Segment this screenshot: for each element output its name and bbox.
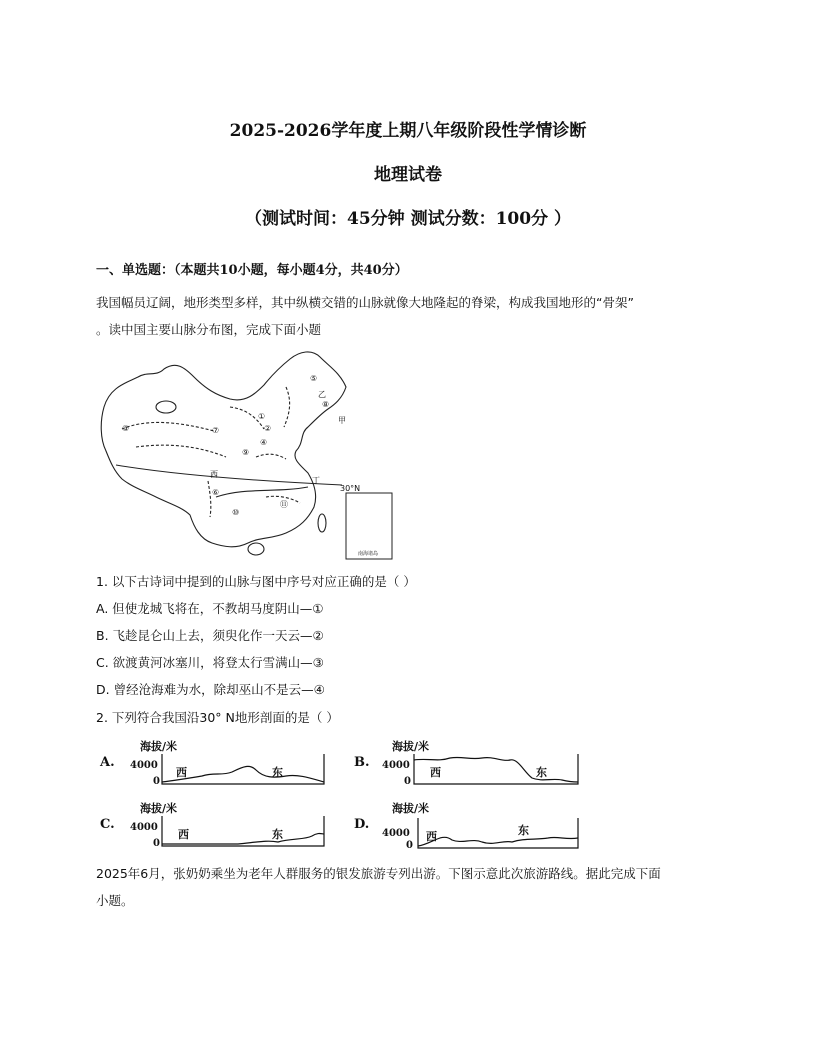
profile-c — [98, 800, 328, 854]
exam-title: 2025-2026学年度上期八年级阶段性学情诊断 — [229, 121, 587, 141]
profile-a-letter: A. — [100, 755, 115, 770]
question-1-option-b: B. 飞趁昆仑山上去，须臾化作一天云—② — [96, 628, 324, 643]
map-marker-2: ② — [264, 424, 272, 433]
map-marker-7: ⑦ — [212, 426, 220, 435]
exam-subject: 地理试卷 — [374, 165, 442, 185]
profile-d-value: 4000 — [382, 828, 410, 839]
map-inset-label: 南海诸岛 — [358, 551, 379, 557]
map-marker-6: ⑥ — [212, 488, 220, 497]
profile-d — [352, 800, 582, 854]
section-heading: 一、单选题：（本题共10小题，每小题4分，共40分） — [96, 263, 408, 278]
profile-d-west: 西 — [426, 830, 437, 843]
passage1-line2: 。读中国主要山脉分布图，完成下面小题 — [96, 322, 322, 337]
question-1-option-c: C. 欲渡黄河冰塞川，将登太行雪满山—③ — [96, 655, 324, 670]
profile-b-letter: B. — [354, 755, 370, 770]
passage2-line1: 2025年6月，张奶奶乘坐为老年人群服务的银发旅游专列出游。下图示意此次旅游路线。据此完成下面 — [96, 866, 661, 881]
question-1-stem: 1. 以下古诗词中提到的山脉与图中序号对应正确的是（ ） — [96, 574, 416, 589]
profile-d-letter: D. — [354, 817, 370, 832]
question-1-option-d: D. 曾经沧海难为水，除却巫山不是云—④ — [96, 682, 325, 697]
question-1-option-a: A. 但使龙城飞将在，不教胡马度阴山—① — [96, 601, 324, 616]
china-mountains-map — [96, 347, 396, 563]
exam-info: （测试时间：45分钟 测试分数：100分 ） — [245, 209, 571, 229]
passage2-line2: 小题。 — [96, 893, 134, 908]
profile-a-east: 东 — [272, 766, 283, 779]
profile-b-unit: 海拔/米 — [392, 740, 430, 753]
profile-a-unit: 海拔/米 — [140, 740, 178, 753]
map-marker-8: ⑧ — [322, 400, 330, 409]
profile-a-west: 西 — [176, 766, 187, 779]
map-marker-1: ① — [258, 412, 266, 421]
profile-a-zero: 0 — [153, 776, 160, 787]
map-marker-11: ⑪ — [280, 500, 288, 509]
profile-b — [352, 738, 582, 792]
map-marker-3: ③ — [122, 424, 130, 433]
map-marker-9: ⑨ — [242, 448, 250, 457]
profile-b-zero: 0 — [404, 776, 411, 787]
map-marker-10: ⑩ — [232, 508, 240, 517]
map-marker-4: ④ — [260, 438, 268, 447]
map-label-jia: 甲 — [338, 416, 346, 425]
profile-c-west: 西 — [178, 828, 189, 841]
map-label-yi: 乙 — [318, 390, 326, 399]
profile-d-zero: 0 — [406, 840, 413, 851]
passage1-line1: 我国幅员辽阔，地形类型多样，其中纵横交错的山脉就像大地隆起的脊梁，构成我国地形的“骨架” — [96, 295, 634, 310]
map-label-lat: 30°N — [340, 484, 361, 493]
profile-b-west: 西 — [430, 766, 441, 779]
profile-c-east: 东 — [272, 828, 283, 841]
question-2-stem: 2. 下列符合我国沿30° N地形剖面的是（ ） — [96, 710, 339, 725]
profile-b-east: 东 — [536, 766, 547, 779]
profile-a-value: 4000 — [130, 760, 158, 771]
profile-c-letter: C. — [100, 817, 115, 832]
map-label-xi: 西 — [210, 470, 218, 479]
map-marker-5: ⑤ — [310, 374, 318, 383]
profile-c-zero: 0 — [153, 838, 160, 849]
profile-d-east: 东 — [518, 824, 529, 837]
map-label-ding: 丁 — [312, 476, 320, 485]
profile-b-value: 4000 — [382, 760, 410, 771]
profile-d-unit: 海拔/米 — [392, 802, 430, 815]
profile-a — [98, 738, 328, 792]
profile-c-value: 4000 — [130, 822, 158, 833]
profile-c-unit: 海拔/米 — [140, 802, 178, 815]
